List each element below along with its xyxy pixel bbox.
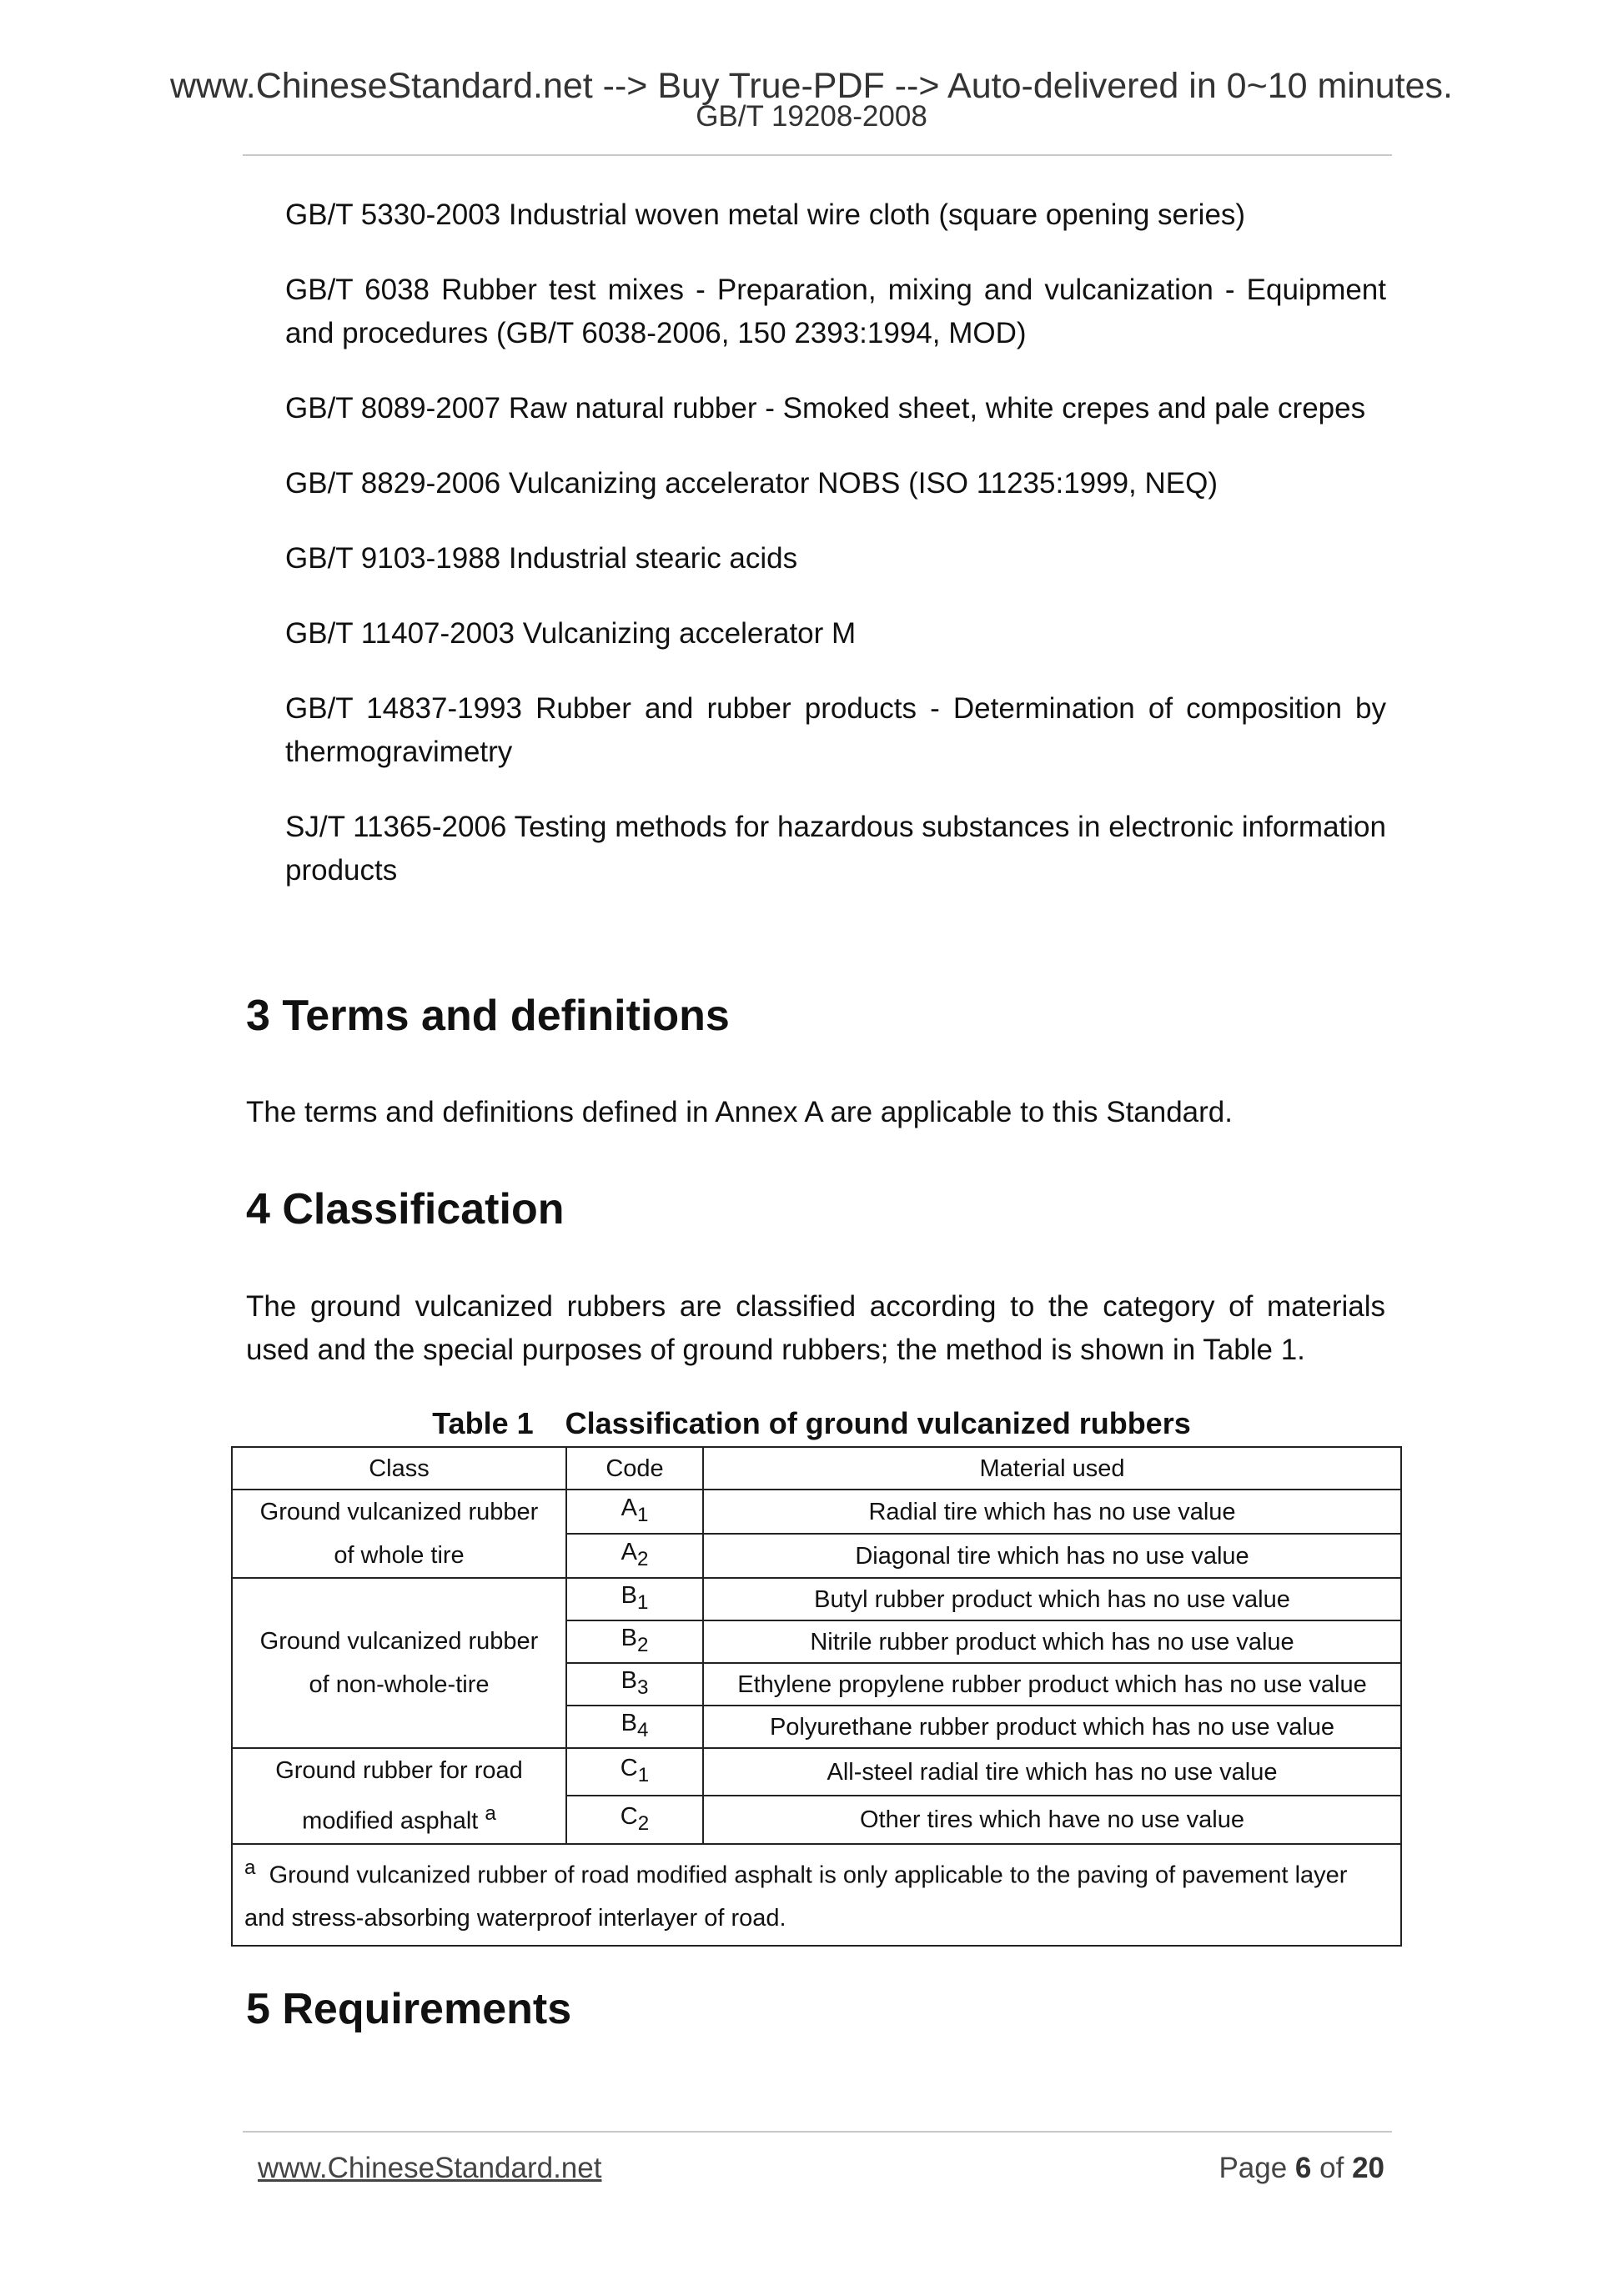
table-header-row <box>232 1447 1401 1490</box>
reference-item: SJ/T 11365-2006 Testing methods for hazardous substances in electronic information products <box>285 811 1386 887</box>
page-word: Page <box>1219 2152 1288 2184</box>
reference-item: GB/T 8829-2006 Vulcanizing accelerator NOBS (ISO 11235:1999, NEQ) <box>285 467 1219 500</box>
section-3-heading: 3 Terms and definitions <box>246 992 730 1040</box>
header-divider <box>243 154 1392 156</box>
header-material: Material used <box>703 1447 1401 1490</box>
class-cell <box>232 1748 566 1844</box>
reference-item: GB/T 8089-2007 Raw natural rubber - Smoked sheet, white crepes and pale crepes <box>285 392 1366 425</box>
material-cell: Ethylene propylene rubber product which has no use value <box>703 1663 1401 1706</box>
code-subscript: 2 <box>636 1633 649 1656</box>
code-subscript: 4 <box>636 1718 649 1741</box>
footnote-marker: a <box>485 1802 496 1825</box>
class-cell <box>232 1578 566 1748</box>
class-line: Ground vulcanized rubber <box>259 1499 539 1525</box>
material-cell: Radial tire which has no use value <box>703 1490 1401 1534</box>
code-letter: B <box>621 1625 637 1652</box>
code-cell <box>566 1663 703 1706</box>
table-row <box>232 1578 1401 1620</box>
code-cell <box>566 1620 703 1663</box>
material-cell: Diagonal tire which has no use value <box>703 1534 1401 1578</box>
table-number: Table 1 <box>432 1406 534 1440</box>
class-line: Ground rubber for road <box>275 1757 523 1784</box>
code-letter: C <box>620 1755 638 1782</box>
page-of-word: of <box>1319 2152 1344 2184</box>
table-footnote <box>232 1844 1401 1947</box>
code-subscript: 2 <box>637 1811 650 1835</box>
code-letter: C <box>620 1802 638 1830</box>
page-current: 6 <box>1294 2152 1312 2184</box>
page-indicator <box>1219 2152 1384 2185</box>
section-4-text: The ground vulcanized rubbers are classified according to the category of materials used and the special purposes of ground rubbers; the method is shown in Table 1. <box>246 1290 1385 1366</box>
table-row <box>232 1748 1401 1796</box>
footer-divider <box>243 2131 1392 2133</box>
code-cell <box>566 1534 703 1578</box>
section-4-heading: 4 Classification <box>246 1185 565 1233</box>
class-line: modified asphalt <box>302 1807 479 1835</box>
section-5-heading: 5 Requirements <box>246 1985 572 2033</box>
code-letter: B <box>621 1582 637 1610</box>
header-code: Code <box>566 1447 703 1490</box>
reference-item: GB/T 6038 Rubber test mixes - Preparation, mixing and vulcanization - Equipment and procedures (GB/T 6038-2006, 150 2393:1994, MOD) <box>285 274 1386 349</box>
code-subscript: 1 <box>637 1764 650 1787</box>
footer-website-link[interactable]: www.ChineseStandard.net <box>258 2152 602 2184</box>
classification-table <box>231 1446 1402 1947</box>
class-line: of whole tire <box>334 1542 465 1569</box>
material-cell: Polyurethane rubber product which has no use value <box>703 1706 1401 1748</box>
code-cell <box>566 1490 703 1534</box>
code-subscript: 1 <box>636 1590 649 1614</box>
code-letter: A <box>621 1495 637 1522</box>
header-class: Class <box>232 1447 566 1490</box>
code-cell <box>566 1578 703 1620</box>
reference-item: GB/T 9103-1988 Industrial stearic acids <box>285 542 798 575</box>
table-1-caption <box>0 1405 1623 1442</box>
table-title: Classification of ground vulcanized rubbers <box>565 1406 1191 1440</box>
code-letter: B <box>621 1710 637 1737</box>
code-letter: B <box>621 1667 637 1695</box>
reference-item: GB/T 14837-1993 Rubber and rubber products - Determination of composition by thermogravimetry <box>285 692 1386 768</box>
reference-item: GB/T 11407-2003 Vulcanizing accelerator M <box>285 617 857 650</box>
class-cell <box>232 1490 566 1578</box>
code-letter: A <box>621 1539 637 1566</box>
reference-item: GB/T 5330-2003 Industrial woven metal wire cloth (square opening series) <box>285 198 1246 231</box>
material-cell: Nitrile rubber product which has no use value <box>703 1620 1401 1663</box>
material-cell: All-steel radial tire which has no use value <box>703 1748 1401 1796</box>
code-subscript: 2 <box>636 1547 649 1570</box>
section-3-text: The terms and definitions defined in Annex A are applicable to this Standard. <box>246 1096 1233 1128</box>
code-cell <box>566 1706 703 1748</box>
code-subscript: 3 <box>636 1676 649 1699</box>
code-cell <box>566 1796 703 1843</box>
normative-references-list <box>285 193 1386 924</box>
code-cell <box>566 1748 703 1796</box>
top-banner: www.ChineseStandard.net --> Buy True-PDF --> Auto-delivered in 0~10 minutes. <box>169 66 1453 106</box>
table-footnote-row <box>232 1844 1401 1947</box>
document-id: GB/T 19208-2008 <box>696 100 927 133</box>
footnote-marker: a <box>244 1856 256 1879</box>
material-cell: Butyl rubber product which has no use value <box>703 1578 1401 1620</box>
material-cell: Other tires which have no use value <box>703 1796 1401 1843</box>
class-line: Ground vulcanized rubber <box>259 1628 539 1655</box>
code-subscript: 1 <box>636 1503 649 1526</box>
page-total: 20 <box>1352 2152 1384 2184</box>
class-line: of non-whole-tire <box>309 1671 490 1698</box>
table-row <box>232 1490 1401 1534</box>
footnote-text: Ground vulcanized rubber of road modified asphalt is only applicable to the paving of pavement layer and stress-absorbing waterproof interlayer of road. <box>244 1861 1348 1932</box>
